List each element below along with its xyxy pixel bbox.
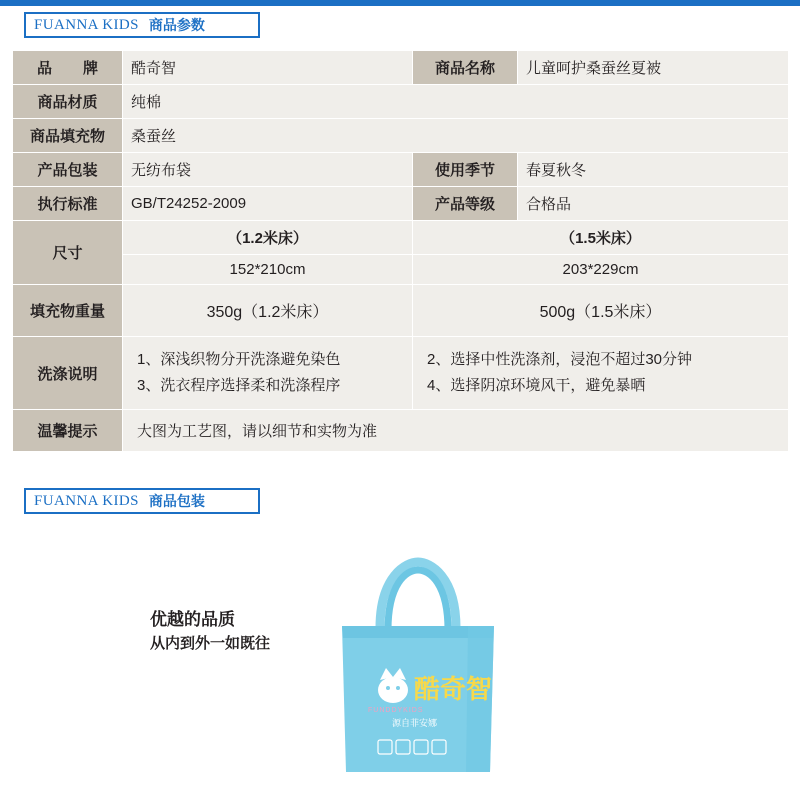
row-label-product-name: 商品名称	[413, 51, 518, 85]
wash-line-3: 3、洗衣程序选择柔和洗涤程序	[137, 377, 341, 394]
row-label-packaging: 产品包装	[13, 153, 123, 187]
bag-handle-front	[388, 570, 448, 630]
row-label-material: 商品材质	[13, 85, 123, 119]
packaging-image-area	[0, 520, 800, 800]
row-label-filling-weight: 填充物重量	[13, 285, 123, 337]
section-header-parameters	[24, 12, 260, 38]
slogan-line-1: 优越的品质	[150, 610, 235, 629]
size-head-1-5m: （1.5米床）	[413, 221, 789, 255]
packaging-slogan	[150, 608, 270, 656]
row-value-brand: 酷奇智	[123, 51, 413, 85]
top-accent-bar	[0, 0, 800, 6]
table-row	[13, 51, 789, 85]
row-label-season: 使用季节	[413, 153, 518, 187]
size-value-1-5m: 203*229cm	[413, 255, 789, 285]
packaging-bag-illustration	[318, 540, 518, 780]
row-value-product-name: 儿童呵护桑蚕丝夏被	[518, 51, 789, 85]
specification-table	[12, 50, 789, 452]
wash-line-4: 4、选择阴凉环境风干，避免暴晒	[427, 377, 646, 394]
wash-instructions-left	[123, 337, 413, 410]
table-row-size-head	[13, 221, 789, 255]
wash-instructions-right	[413, 337, 789, 410]
table-row-size-value	[13, 255, 789, 285]
row-label-filling: 商品填充物	[13, 119, 123, 153]
brand-logo-text: FUANNA KIDS	[34, 492, 139, 509]
table-row	[13, 85, 789, 119]
row-label-brand: 品 牌	[13, 51, 123, 85]
row-value-material: 纯棉	[123, 85, 789, 119]
bag-logo-subtitle: 源自菲安娜	[392, 718, 438, 728]
wash-line-2: 2、选择中性洗涤剂，浸泡不超过30分钟	[427, 351, 693, 368]
size-value-1-2m: 152*210cm	[123, 255, 413, 285]
weight-value-1-2m: 350g（1.2米床）	[123, 285, 413, 337]
table-row	[13, 187, 789, 221]
table-row-wash	[13, 337, 789, 410]
row-value-tip: 大图为工艺图，请以细节和实物为准	[123, 410, 789, 452]
slogan-line-2: 从内到外一如既往	[150, 635, 271, 652]
row-value-season: 春夏秋冬	[518, 153, 789, 187]
row-label-wash: 洗涤说明	[13, 337, 123, 410]
row-value-standard: GB/T24252-2009	[123, 187, 413, 221]
table-row-weight	[13, 285, 789, 337]
row-value-packaging: 无纺布袋	[123, 153, 413, 187]
table-row-tip	[13, 410, 789, 452]
weight-value-1-5m: 500g（1.5米床）	[413, 285, 789, 337]
section-header-packaging	[24, 488, 260, 514]
row-label-standard: 执行标准	[13, 187, 123, 221]
table-row	[13, 153, 789, 187]
brand-logo-text: FUANNA KIDS	[34, 16, 139, 33]
section-title-parameters: 商品参数	[148, 17, 205, 33]
row-value-filling: 桑蚕丝	[123, 119, 789, 153]
row-label-grade: 产品等级	[413, 187, 518, 221]
row-label-size: 尺寸	[13, 221, 123, 285]
row-value-grade: 合格品	[518, 187, 789, 221]
wash-line-1: 1、深浅织物分开洗涤避免染色	[137, 351, 341, 368]
row-label-tip: 温馨提示	[13, 410, 123, 452]
bag-logo-text: 酷奇智	[414, 674, 493, 704]
section-title-packaging: 商品包装	[148, 493, 205, 509]
bag-logo-pinyin: FUNDDYKIDS	[368, 707, 424, 714]
size-head-1-2m: （1.2米床）	[123, 221, 413, 255]
table-row	[13, 119, 789, 153]
